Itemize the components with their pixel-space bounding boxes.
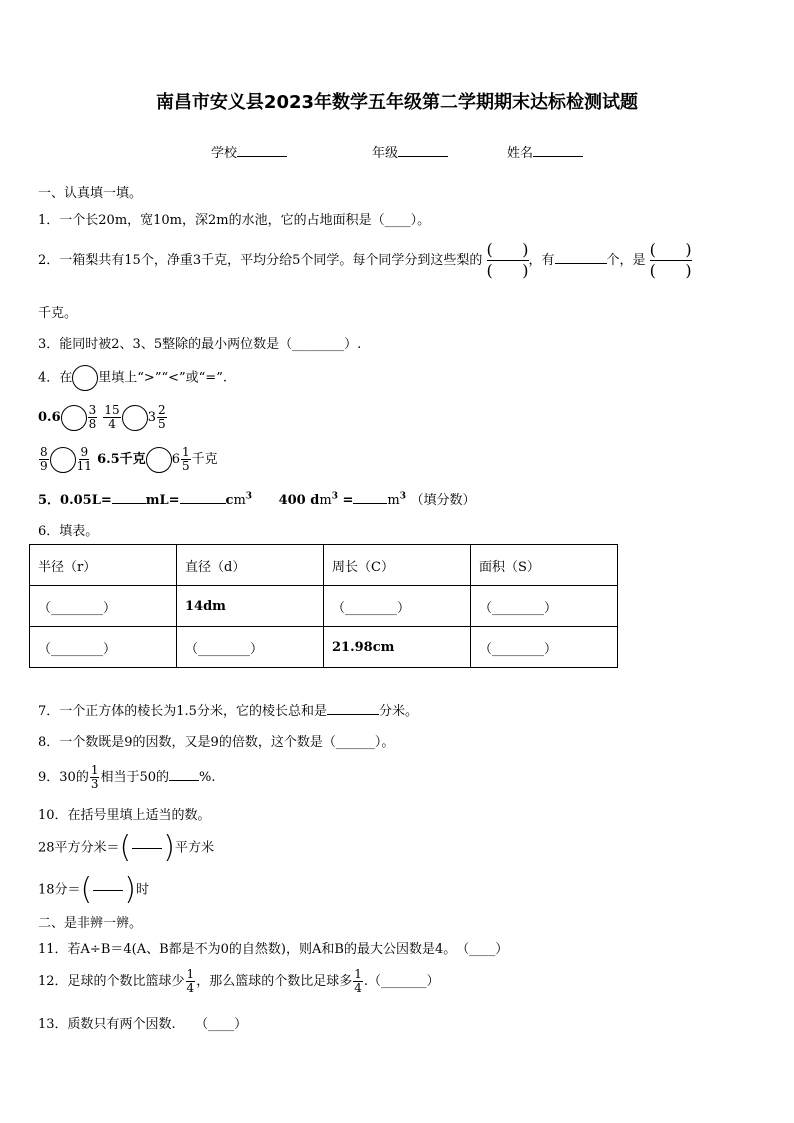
table-cell[interactable]: （________） [324, 586, 471, 627]
q4-row-1: 0.6 $\frac{3}{8}$ $\frac{15}{4}$ 3 $\frac{2}{5}$ [38, 403, 166, 431]
table-cell[interactable]: （________） [471, 627, 618, 668]
compare-circle-1[interactable] [61, 405, 87, 431]
page-title: 南昌市安义县2023年数学五年级第二学期期末达标检测试题 [155, 92, 639, 113]
table-cell[interactable]: （________） [471, 586, 618, 627]
q2-fraction-2[interactable]: ( ) ( ) [649, 240, 692, 280]
question-13: 13．质数只有两个因数. （____） [38, 1017, 248, 1032]
compare-circle-2[interactable] [122, 405, 148, 431]
table-header-cell: 半径（r） [30, 545, 177, 586]
circle-table [29, 544, 618, 668]
q5-blank-1[interactable] [112, 490, 146, 504]
q2-blank[interactable] [555, 250, 607, 264]
q9-blank[interactable] [169, 767, 199, 781]
q4-text-a: 4．在 [38, 370, 73, 386]
name-blank[interactable] [533, 143, 583, 157]
question-2 [38, 240, 692, 281]
q10-paren-1[interactable]: ( ) [119, 830, 175, 865]
q4-row-2: $\frac{8}{9}$ $\frac{9}{11}$ 6.5千克 6 $\frac{1}{5}$ 千克 [40, 445, 218, 473]
grade-field [372, 142, 448, 161]
table-header-cell: 直径（d） [177, 545, 324, 586]
question-1: 1．一个长20m，宽10m，深2m的水池，它的占地面积是（____）。 [38, 213, 431, 228]
table-cell: 14dm [177, 586, 324, 627]
name-label: 姓名 [507, 146, 534, 161]
grade-blank[interactable] [398, 143, 448, 157]
q5-blank-2[interactable] [180, 490, 226, 504]
table-header-row [30, 545, 618, 586]
name-field [507, 142, 583, 161]
question-9: 9．30的 $\frac{1}{3}$ 相当于50的 %. [38, 763, 216, 791]
question-7: 7．一个正方体的棱长为1.5分米，它的棱长总和是 分米。 [38, 700, 418, 719]
table-cell[interactable]: （________） [30, 627, 177, 668]
table-row [30, 586, 618, 627]
q10-paren-2[interactable]: ( ) [80, 872, 136, 907]
q2-text-b: ，有 [528, 253, 555, 268]
compare-circle [72, 365, 98, 391]
school-blank[interactable] [237, 143, 287, 157]
q4-text-b: 里填上“>”“<”或“=”. [98, 370, 227, 386]
question-3: 3．能同时被2、3、5整除的最小两位数是（________）. [38, 337, 362, 352]
question-4 [38, 365, 227, 391]
q2-text-a: 2．一箱梨共有15个，净重3千克，平均分给5个同学。每个同学分到这些梨的 [38, 253, 483, 268]
q10-row-2: 18分＝ ( ) 时 [38, 872, 149, 907]
school-field [211, 142, 287, 161]
compare-circle-4[interactable] [146, 447, 172, 473]
table-cell: 21.98cm [324, 627, 471, 668]
q10-row-1: 28平方分米＝ ( ) 平方米 [38, 830, 214, 865]
section2-heading: 二、是非辨一辨。 [38, 916, 143, 931]
table-row [30, 627, 618, 668]
section1-heading: 一、认真填一填。 [38, 186, 143, 201]
table-header-cell: 周长（C） [324, 545, 471, 586]
q2-text-d: 千克。 [38, 306, 78, 321]
school-label: 学校 [211, 146, 238, 161]
q2-text-c: 个，是 [606, 253, 646, 268]
grade-label: 年级 [372, 146, 399, 161]
q5-blank-3[interactable] [353, 490, 387, 504]
compare-circle-3[interactable] [50, 447, 76, 473]
q2-fraction-1[interactable]: ( ) ( ) [486, 240, 529, 280]
question-8: 8．一个数既是9的因数，又是9的倍数，这个数是（______）。 [38, 735, 395, 750]
table-cell[interactable]: （________） [30, 586, 177, 627]
q6-heading: 6．填表。 [38, 524, 99, 539]
question-5: 5．$0.05L= mL= cm^3$ 400 $dm^3 = m^3$ （填分数） [38, 491, 476, 508]
question-12: 12．足球的个数比篮球少 $\frac{1}{4}$ ，那么篮球的个数比足球多 $\frac{1}{4}$ .（_______） [38, 967, 440, 995]
table-header-cell: 面积（S） [471, 545, 618, 586]
q7-blank[interactable] [327, 701, 379, 715]
question-11: 11．若A÷B＝4(A、B都是不为0的自然数)，则A和B的最大公因数是4。 （____） [38, 942, 509, 957]
q10-heading: 10．在括号里填上适当的数。 [38, 808, 211, 823]
table-cell[interactable]: （________） [177, 627, 324, 668]
